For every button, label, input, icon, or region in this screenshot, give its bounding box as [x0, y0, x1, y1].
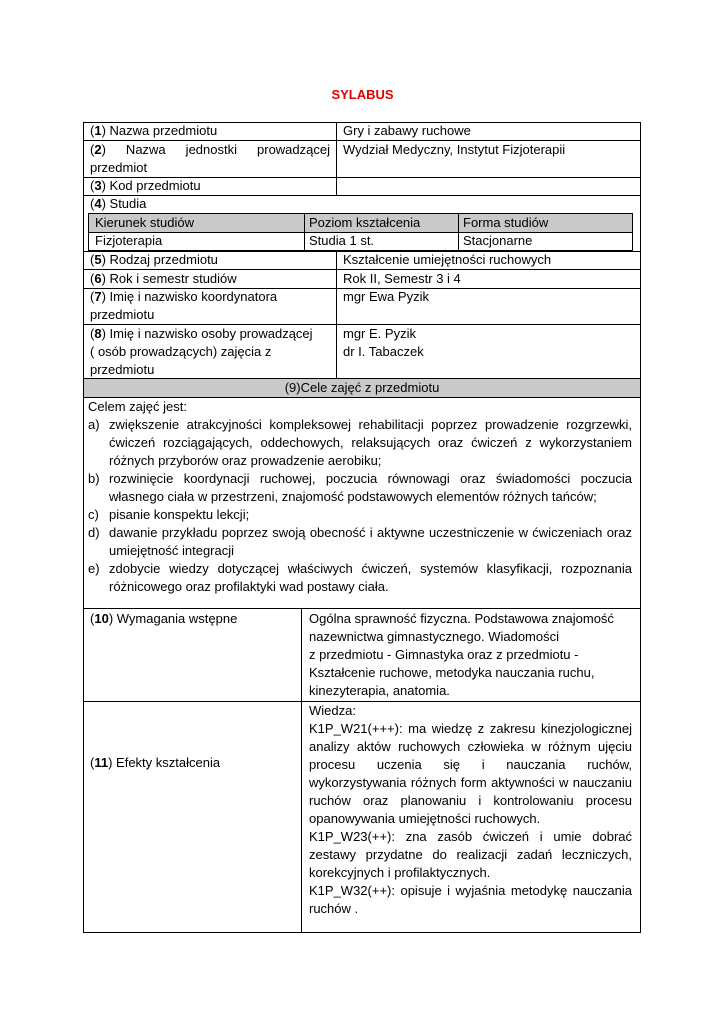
goal-marker: e)	[88, 561, 100, 576]
document-title: SYLABUS	[331, 87, 394, 102]
studia-value-forma: Stacjonarne	[463, 233, 533, 248]
row-11-label: (11) Efekty kształcenia	[90, 755, 221, 770]
row-8-label: (8) Imię i nazwisko osoby prowadzącej ( osób prowadzących) zajęcia z przedmiotu	[90, 326, 313, 377]
studia-header-poziom: Poziom kształcenia	[309, 215, 421, 230]
row-7-value: mgr Ewa Pyzik	[343, 289, 429, 304]
goal-item	[88, 416, 632, 470]
studia-header-forma: Forma studiów	[463, 215, 549, 230]
effect-k1p-w23: K1P_W23(++): zna zasób ćwiczeń i umie dobrać zestawy przydatne do realizacji zadań leczniczych, korekcyjnych i profilaktycznych.	[309, 829, 632, 880]
goal-item	[88, 506, 632, 524]
row-10-label: (10) Wymagania wstępne	[90, 611, 238, 626]
goal-item	[88, 560, 632, 596]
goal-marker: b)	[88, 471, 100, 486]
goals-list	[88, 416, 632, 596]
goal-marker: c)	[88, 507, 99, 522]
goal-marker: d)	[88, 525, 100, 540]
row-5-label: (5) Rodzaj przedmiotu	[90, 252, 218, 267]
effects-heading: Wiedza:	[309, 703, 356, 718]
section-9-header: (9)Cele zajęć z przedmiotu	[284, 380, 440, 395]
row-1-value: Gry i zabawy ruchowe	[343, 123, 471, 138]
row-8-value: mgr E. Pyzik dr I. Tabaczek	[343, 326, 424, 359]
row-7-label: (7) Imię i nazwisko koordynatora przedmiotu	[90, 289, 278, 322]
row-2-value: Wydział Medyczny, Instytut Fizjoterapii	[343, 142, 566, 157]
goal-marker: a)	[88, 417, 100, 432]
effect-k1p-w21: K1P_W21(+++): ma wiedzę z zakresu kinezjologicznej analizy aktów ruchowych człowieka w różnym ujęciu procesu uczenia się i nauczania ruchów, wykorzystywania różnych form aktywności w nauczaniu ruchów oraz planowaniu i kontrolowaniu procesu opanowywania umiejętności ruchowych.	[309, 721, 632, 826]
row-1-label: (1) Nazwa przedmiotu	[90, 123, 218, 138]
effect-k1p-w32: K1P_W32(++): opisuje i wyjaśnia metodykę nauczania ruchów .	[309, 883, 632, 916]
section-9-content	[84, 398, 640, 596]
goal-text: dawanie przykładu poprzez swoją obecność i aktywne uczestniczenie w ćwiczeniach oraz umiejętność integracji	[109, 525, 632, 558]
goal-item	[88, 470, 632, 506]
row-4-label: (4) Studia	[90, 196, 147, 211]
row-11-value	[302, 702, 640, 918]
studia-value-poziom: Studia 1 st.	[309, 233, 375, 248]
goal-item	[88, 524, 632, 560]
row-6-label: (6) Rok i semestr studiów	[90, 271, 237, 286]
studia-value-kierunek: Fizjoterapia	[95, 233, 163, 248]
goal-text: zwiększenie atrakcyjności kompleksowej rehabilitacji poprzez prowadzenie rozgrzewki, ćwiczeń rozciągających, oddechowych, relaksujących oraz ćwiczeń z wykorzystaniem różnych przyborów oraz prowadzenie aerobiku;	[109, 417, 632, 468]
goal-text: pisanie konspektu lekcji;	[109, 507, 250, 522]
studia-header-kierunek: Kierunek studiów	[95, 215, 194, 230]
row-6-value: Rok II, Semestr 3 i 4	[343, 271, 461, 286]
row-5-value: Kształcenie umiejętności ruchowych	[343, 252, 552, 267]
goal-text: zdobycie wiedzy dotyczącej właściwych ćwiczeń, systemów klasyfikacji, rozpoznania różnicowego oraz profilaktyki wad postawy ciała.	[109, 561, 632, 594]
row-10-value: Ogólna sprawność fizyczna. Podstawowa znajomość nazewnictwa gimnastycznego. Wiadomości z przedmiotu - Gimnastyka oraz z przedmiotu - Kształcenie ruchowe, metodyka nauczania ruchu, kinezyterapia, anatomia.	[309, 611, 614, 698]
row-2-label: (2) Nazwa jednostki prowadzącej przedmiot	[90, 142, 330, 175]
goal-text: rozwinięcie koordynacji ruchowej, poczucia równowagi oraz świadomości poczucia własnego ciała w przestrzeni, znajomość podstawowych elementów różnych tańców;	[109, 471, 632, 504]
goals-intro: Celem zajęć jest:	[88, 399, 187, 414]
row-3-label: (3) Kod przedmiotu	[90, 178, 201, 193]
